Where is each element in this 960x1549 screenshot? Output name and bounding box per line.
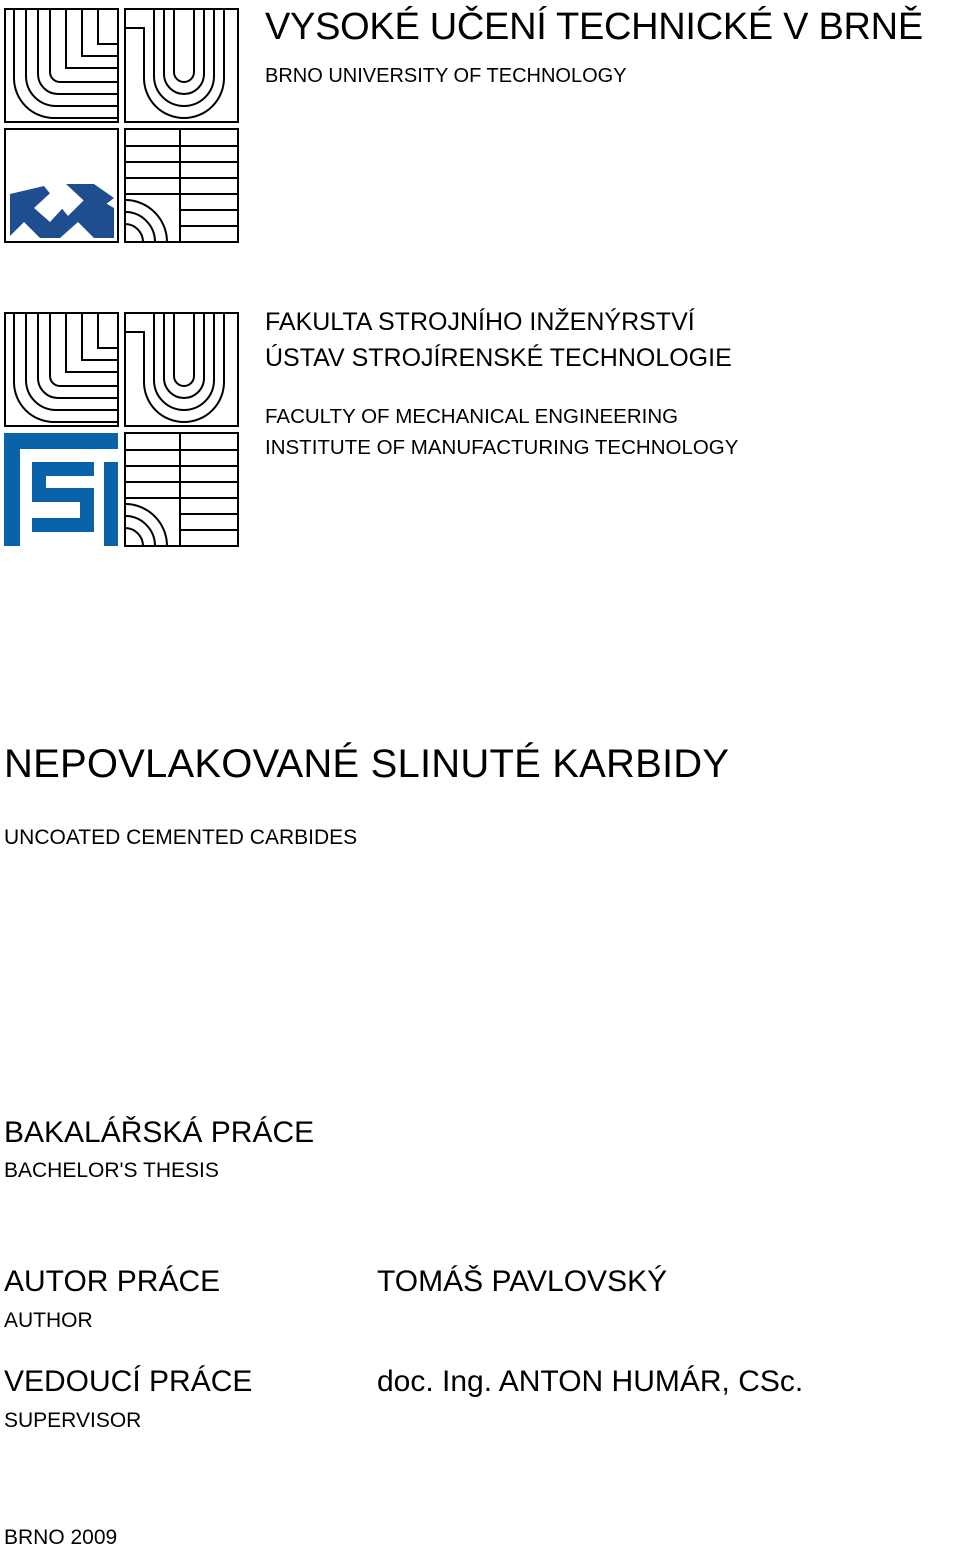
supervisor-label-cz: VEDOUCÍ PRÁCE bbox=[4, 1365, 253, 1398]
faculty-name-en: FACULTY OF MECHANICAL ENGINEERING bbox=[265, 405, 679, 428]
institute-name-cz: ÚSTAV STROJÍRENSKÉ TECHNOLOGIE bbox=[265, 344, 732, 372]
thesis-type-cz: BAKALÁŘSKÁ PRÁCE bbox=[4, 1116, 315, 1149]
thesis-type-en: BACHELOR'S THESIS bbox=[4, 1159, 219, 1182]
author-label-en: AUTHOR bbox=[4, 1309, 93, 1332]
city-year: BRNO 2009 bbox=[4, 1526, 118, 1549]
faculty-name-cz: FAKULTA STROJNÍHO INŽENÝRSTVÍ bbox=[265, 308, 695, 336]
university-name-cz: VYSOKÉ UČENÍ TECHNICKÉ V BRNĚ bbox=[265, 6, 923, 48]
fsi-logo bbox=[4, 312, 240, 548]
institute-name-en: INSTITUTE OF MANUFACTURING TECHNOLOGY bbox=[265, 436, 739, 459]
author-name: TOMÁŠ PAVLOVSKÝ bbox=[377, 1265, 668, 1298]
supervisor-name: doc. Ing. ANTON HUMÁR, CSc. bbox=[377, 1365, 804, 1398]
supervisor-label-en: SUPERVISOR bbox=[4, 1409, 142, 1432]
vut-logo bbox=[4, 8, 240, 244]
thesis-title-en: UNCOATED CEMENTED CARBIDES bbox=[4, 826, 358, 849]
thesis-title-cz: NEPOVLAKOVANÉ SLINUTÉ KARBIDY bbox=[4, 742, 730, 786]
university-name-en: BRNO UNIVERSITY OF TECHNOLOGY bbox=[265, 65, 627, 87]
author-label-cz: AUTOR PRÁCE bbox=[4, 1265, 221, 1298]
